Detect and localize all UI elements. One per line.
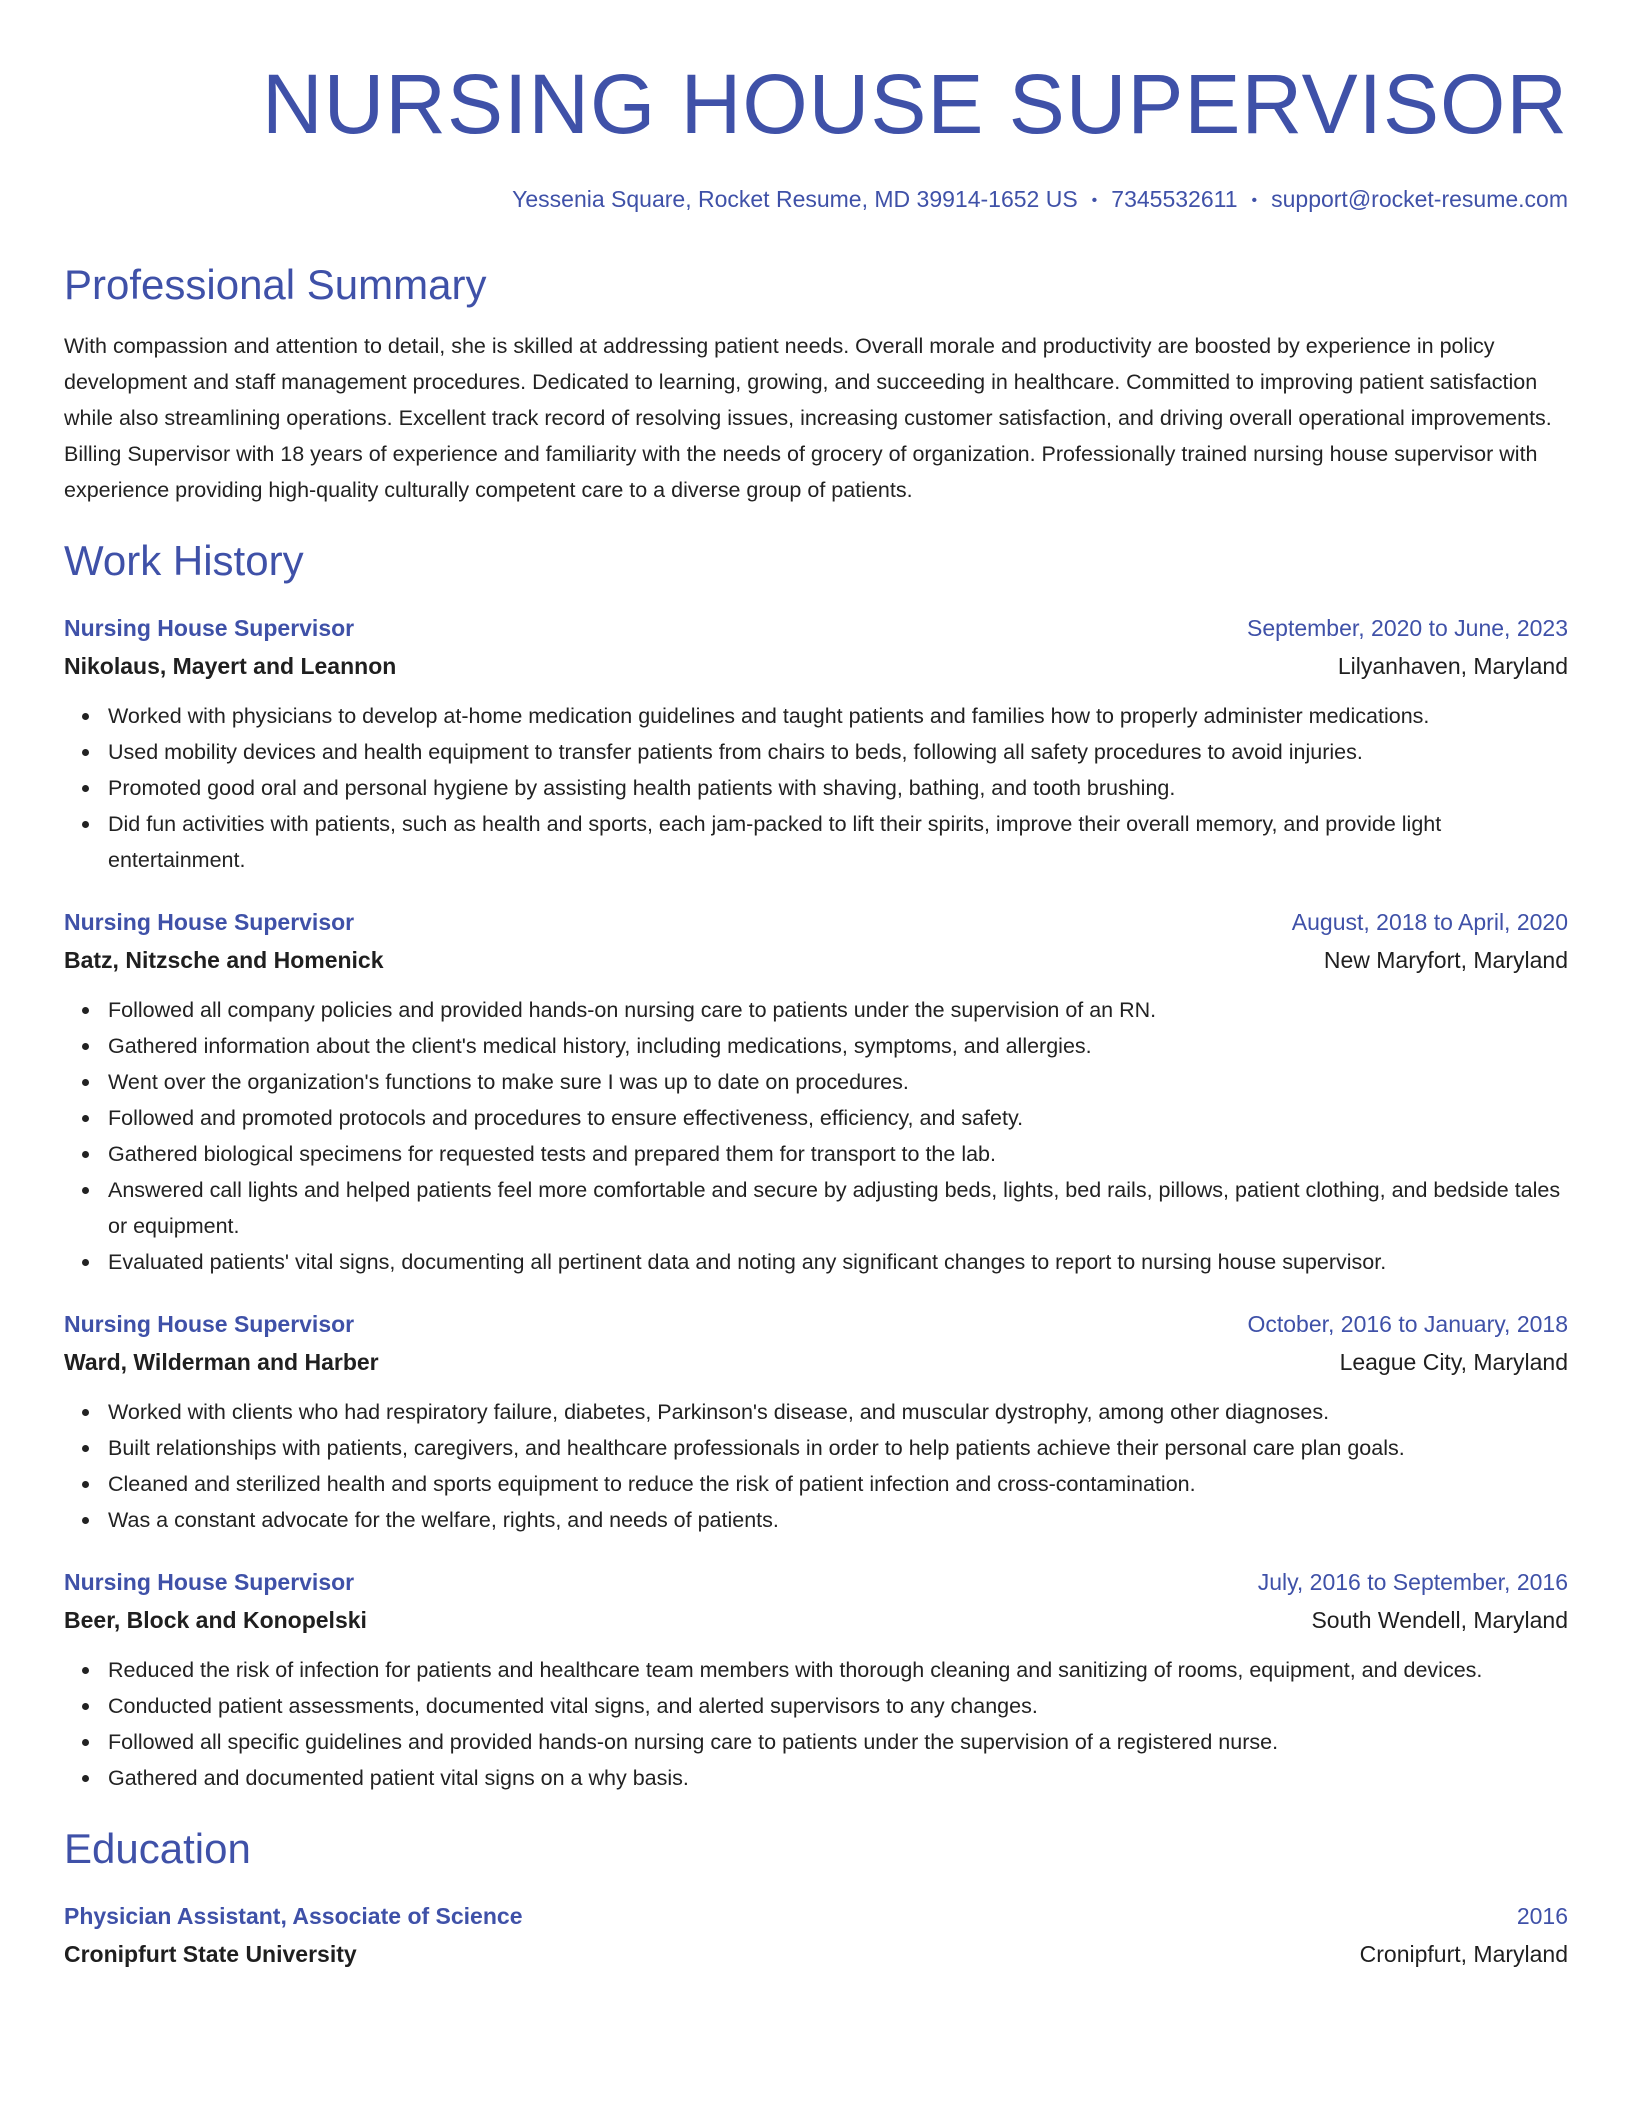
job-bullet: Promoted good oral and personal hygiene by assisting health patients with shaving, bathing, and tooth brushing. <box>108 770 1568 806</box>
job-bullet: Gathered biological specimens for requested tests and prepared them for transport to the lab. <box>108 1136 1568 1172</box>
contact-email[interactable]: support@rocket-resume.com <box>1271 186 1568 212</box>
job-bullets <box>64 1394 1568 1538</box>
job-bullet: Worked with physicians to develop at-home medication guidelines and taught patients and families how to properly administer medications. <box>108 698 1568 734</box>
job-bullet: Conducted patient assessments, documented vital signs, and alerted supervisors to any changes. <box>108 1688 1568 1724</box>
job-employer: Beer, Block and Konopelski <box>64 1607 367 1633</box>
contact-phone: 7345532611 <box>1111 186 1238 212</box>
job-dates: October, 2016 to January, 2018 <box>1247 1311 1568 1337</box>
job-entry <box>64 904 1568 1280</box>
job-location: South Wendell, Maryland <box>1311 1607 1568 1633</box>
job-bullet: Did fun activities with patients, such as health and sports, each jam-packed to lift their spirits, improve their overall memory, and provide light entertainment. <box>108 806 1568 878</box>
job-entry <box>64 610 1568 878</box>
job-entry <box>64 1306 1568 1538</box>
job-bullet: Followed all specific guidelines and provided hands-on nursing care to patients under the supervision of a registered nurse. <box>108 1724 1568 1760</box>
job-bullet: Went over the organization's functions to make sure I was up to date on procedures. <box>108 1064 1568 1100</box>
contact-separator: • <box>1251 192 1258 209</box>
summary-heading: Professional Summary <box>64 261 487 308</box>
work-history-heading: Work History <box>64 537 304 584</box>
job-title: Nursing House Supervisor <box>64 1569 355 1595</box>
job-title: Nursing House Supervisor <box>64 909 355 935</box>
job-bullet: Used mobility devices and health equipment to transfer patients from chairs to beds, following all safety procedures to avoid injuries. <box>108 734 1568 770</box>
job-employer: Batz, Nitzsche and Homenick <box>64 947 384 973</box>
job-title: Nursing House Supervisor <box>64 1311 355 1337</box>
job-bullet: Answered call lights and helped patients feel more comfortable and secure by adjusting beds, lights, bed rails, pillows, patient clothing, and bedside tales or equipment. <box>108 1172 1568 1244</box>
job-bullet: Evaluated patients' vital signs, documenting all pertinent data and noting any significant changes to report to nursing house supervisor. <box>108 1244 1568 1280</box>
job-employer: Ward, Wilderman and Harber <box>64 1349 379 1375</box>
job-location: New Maryfort, Maryland <box>1323 947 1568 973</box>
job-bullets <box>64 992 1568 1280</box>
job-bullet: Was a constant advocate for the welfare, rights, and needs of patients. <box>108 1502 1568 1538</box>
education-year: 2016 <box>1516 1903 1568 1929</box>
job-bullet: Built relationships with patients, caregivers, and healthcare professionals in order to help patients achieve their personal care plan goals. <box>108 1430 1568 1466</box>
job-bullet: Gathered information about the client's medical history, including medications, symptoms, and allergies. <box>108 1028 1568 1064</box>
job-location: Lilyanhaven, Maryland <box>1337 653 1568 679</box>
job-location: League City, Maryland <box>1339 1349 1568 1375</box>
job-bullets <box>64 698 1568 878</box>
job-bullet: Followed and promoted protocols and procedures to ensure effectiveness, efficiency, and safety. <box>108 1100 1568 1136</box>
summary-text: With compassion and attention to detail, she is skilled at addressing patient needs. Overall morale and productivity are boosted by experience in policy development and staff management procedures. Dedicated to learning, growing, and succeeding in healthcare. Committed to improving patient satisfaction while also streamlining operations. Excellent track record of resolving issues, increasing customer satisfaction, and driving overall operational improvements. Billing Supervisor with 18 years of experience and familiarity with the needs of grocery of organization. Professionally trained nursing house supervisor with experience providing high-quality culturally competent care to a diverse group of patients. <box>64 334 1552 502</box>
job-entry <box>64 1564 1568 1796</box>
job-bullets <box>64 1652 1568 1796</box>
education-entry <box>64 1898 1568 1974</box>
contact-separator: • <box>1091 192 1098 209</box>
education-heading: Education <box>64 1825 251 1872</box>
job-bullet: Worked with clients who had respiratory failure, diabetes, Parkinson's disease, and muscular dystrophy, among other diagnoses. <box>108 1394 1568 1430</box>
education-degree: Physician Assistant, Associate of Science <box>64 1903 523 1929</box>
contact-address: Yessenia Square, Rocket Resume, MD 39914-1652 US <box>512 186 1078 212</box>
job-dates: September, 2020 to June, 2023 <box>1247 615 1568 641</box>
contact-line <box>64 184 1568 216</box>
job-bullet: Gathered and documented patient vital signs on a why basis. <box>108 1760 1568 1796</box>
job-bullet: Cleaned and sterilized health and sports equipment to reduce the risk of patient infection and cross-contamination. <box>108 1466 1568 1502</box>
education-school: Cronipfurt State University <box>64 1941 357 1967</box>
job-bullet: Reduced the risk of infection for patients and healthcare team members with thorough cleaning and sanitizing of rooms, equipment, and devices. <box>108 1652 1568 1688</box>
job-dates: August, 2018 to April, 2020 <box>1291 909 1568 935</box>
job-employer: Nikolaus, Mayert and Leannon <box>64 653 397 679</box>
job-dates: July, 2016 to September, 2016 <box>1257 1569 1568 1595</box>
resume-name-title: NURSING HOUSE SUPERVISOR <box>261 57 1568 151</box>
job-title: Nursing House Supervisor <box>64 615 355 641</box>
job-bullet: Followed all company policies and provided hands-on nursing care to patients under the supervision of an RN. <box>108 992 1568 1028</box>
education-location: Cronipfurt, Maryland <box>1359 1941 1568 1967</box>
work-history-list <box>64 610 1568 1796</box>
